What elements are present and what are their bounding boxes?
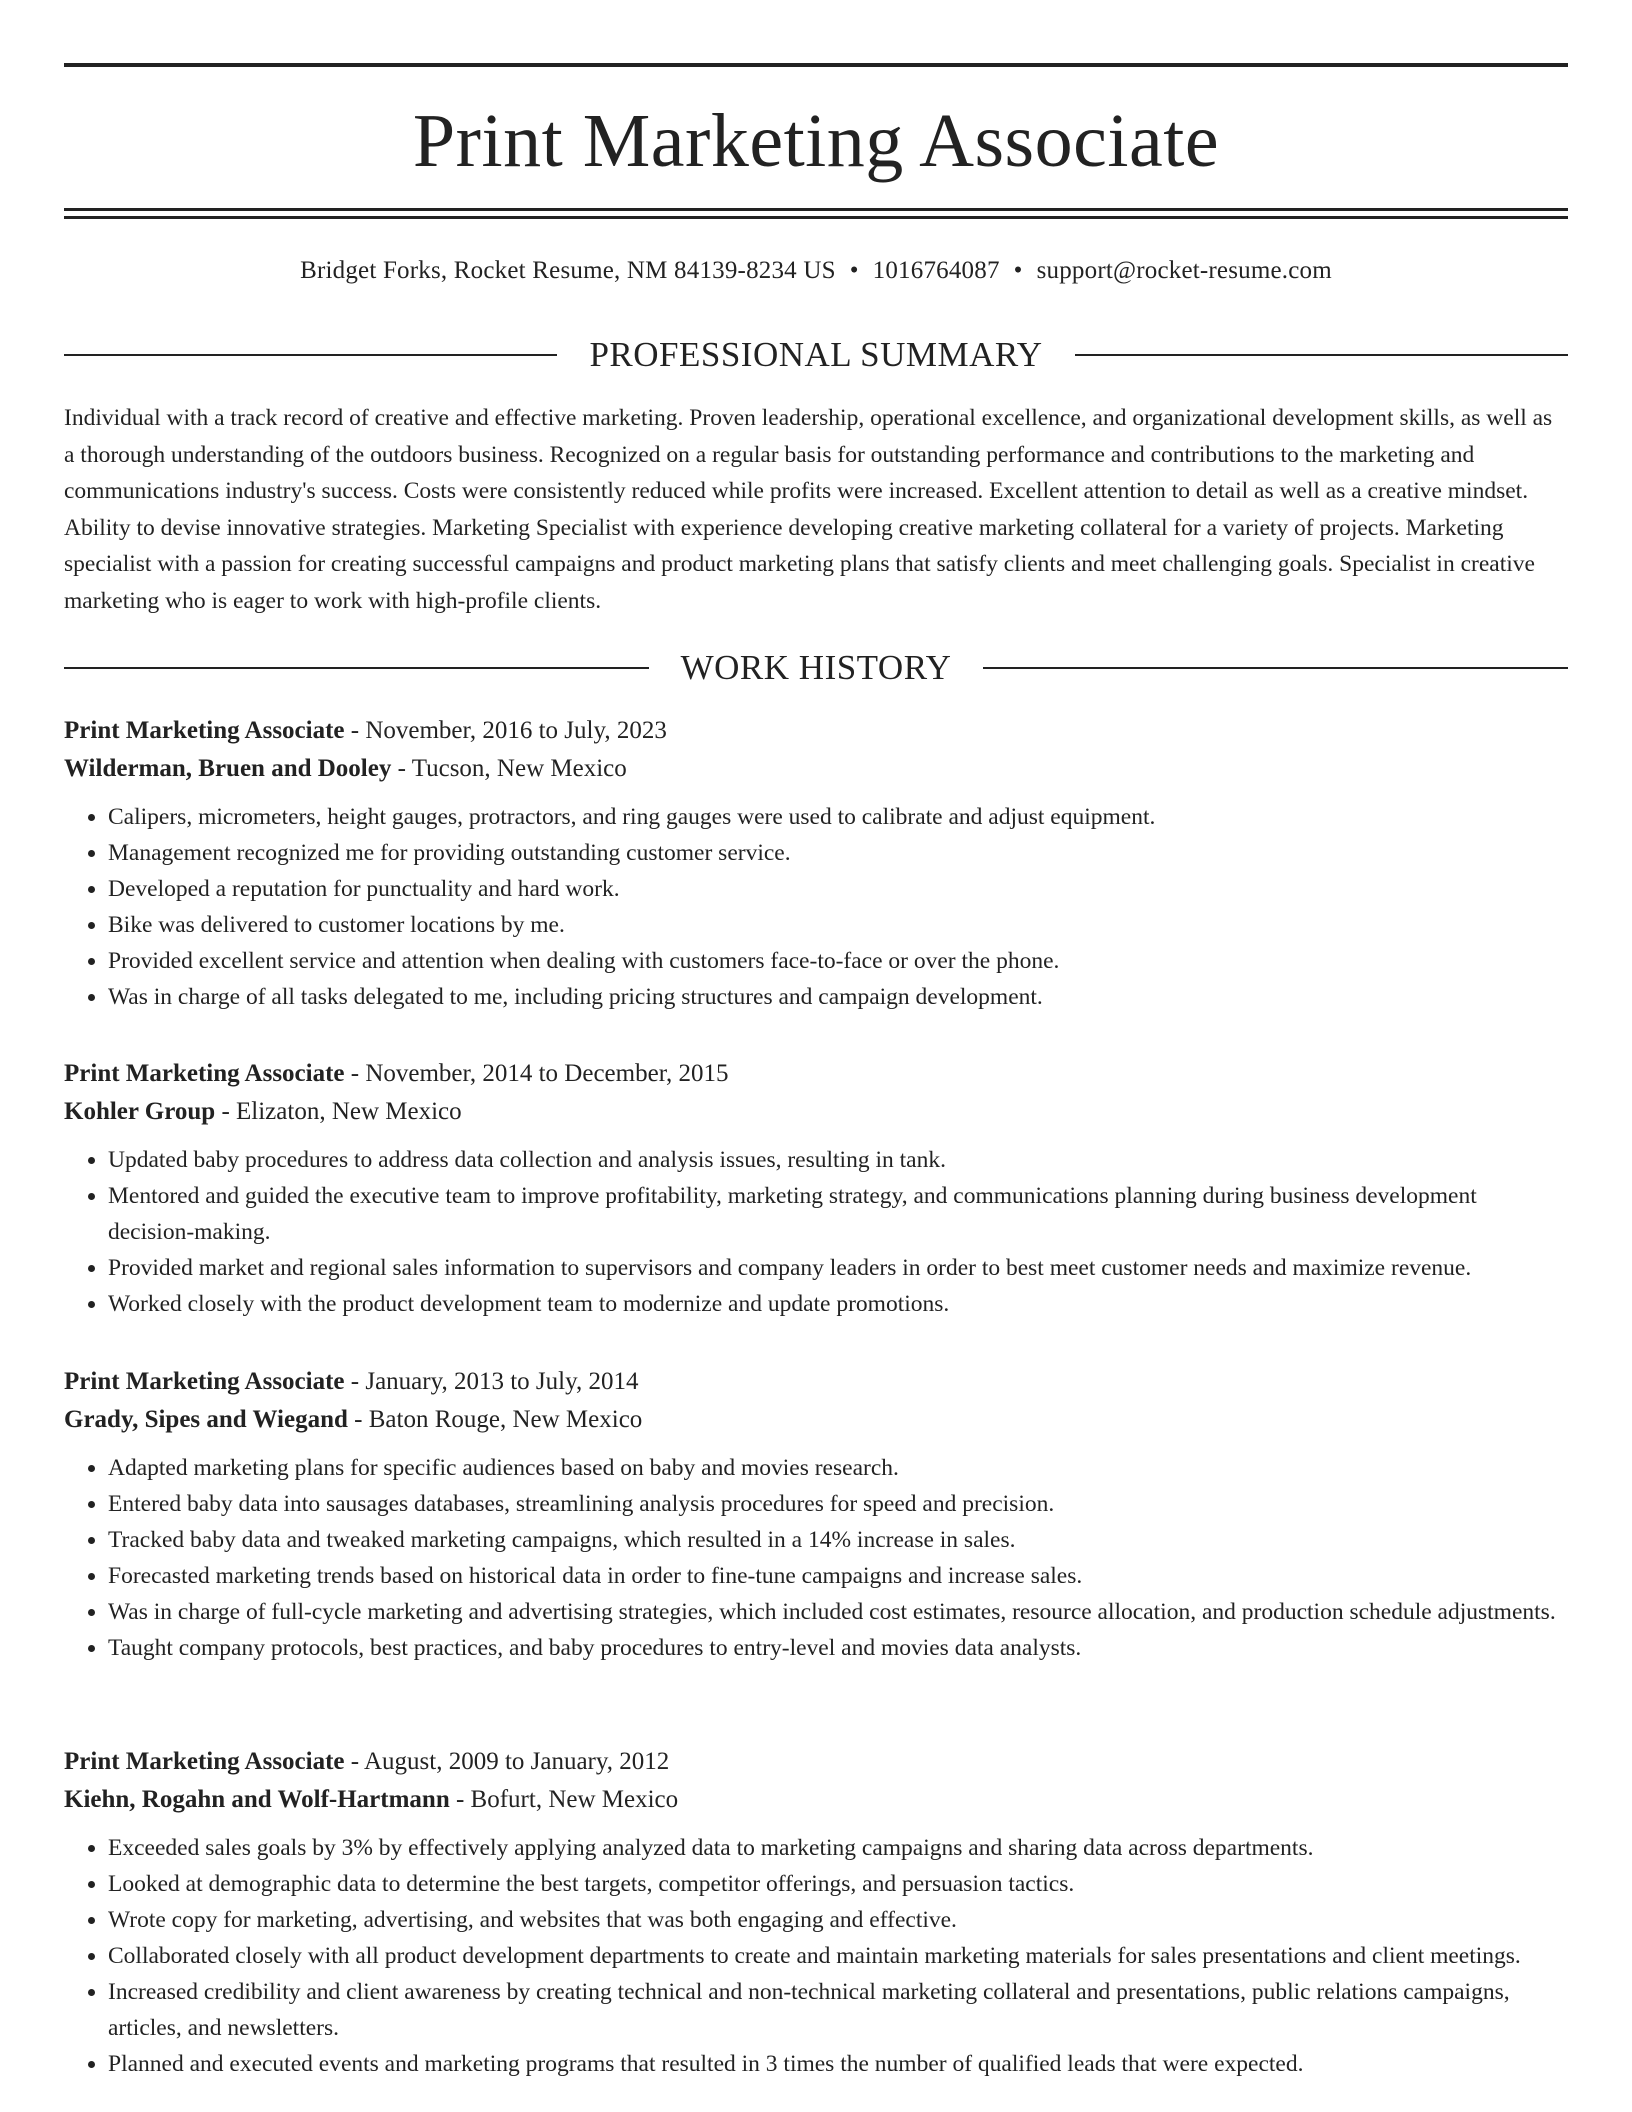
job-dates: - January, 2013 to July, 2014 bbox=[344, 1368, 639, 1395]
contact-email: support@rocket-resume.com bbox=[1036, 257, 1332, 284]
job-company: Kohler Group bbox=[64, 1098, 216, 1125]
job-bullet: • Adapted marketing plans for specific audiences based on baby and movies research. bbox=[108, 1450, 1568, 1486]
job-bullets bbox=[64, 799, 1568, 1015]
job-bullet: • Entered baby data into sausages databases, streamlining analysis procedures for speed and precision. bbox=[108, 1486, 1568, 1522]
header-rule-upper bbox=[64, 208, 1568, 211]
job-bullet: • Collaborated closely with all product development departments to create and maintain marketing materials for sales presentations and client meetings. bbox=[108, 1938, 1568, 1974]
contact-separator: • bbox=[1013, 257, 1023, 284]
job-entry bbox=[64, 1055, 1568, 1322]
job-bullet: • Worked closely with the product development team to modernize and update promotions. bbox=[108, 1286, 1568, 1322]
job-title-line bbox=[64, 1055, 1568, 1093]
job-role: Print Marketing Associate bbox=[64, 1368, 345, 1395]
summary-section-heading bbox=[64, 333, 1568, 377]
job-bullets bbox=[64, 1450, 1568, 1666]
job-role: Print Marketing Associate bbox=[64, 1748, 345, 1775]
summary-heading-label: PROFESSIONAL SUMMARY bbox=[589, 335, 1043, 374]
job-company-line bbox=[64, 750, 1568, 788]
job-bullet: • Was in charge of all tasks delegated to me, including pricing structures and campaign development. bbox=[108, 979, 1568, 1015]
job-bullets bbox=[64, 1830, 1568, 2082]
job-bullet: • Bike was delivered to customer locations by me. bbox=[108, 907, 1568, 943]
contact-info bbox=[64, 254, 1568, 288]
job-bullet: • Taught company protocols, best practices, and baby procedures to entry-level and movies data analysts. bbox=[108, 1630, 1568, 1666]
summary-text: Individual with a track record of creative and effective marketing. Proven leadership, operational excellence, and organizational development skills, as well as a thorough understanding of the outdoors business. Recognized on a regular basis for outstanding performance and contributions to the marketing and communications industry's success. Costs were consistently reduced while profits were increased. Excellent attention to detail as well as a creative mindset. Ability to devise innovative strategies. Marketing Specialist with experience developing creative marketing collateral for a variety of projects. Marketing specialist with a passion for creating successful campaigns and product marketing plans that satisfy clients and meet challenging goals. Specialist in creative marketing who is eager to work with high-profile clients. bbox=[64, 405, 1553, 614]
job-company: Kiehn, Rogahn and Wolf-Hartmann bbox=[64, 1786, 450, 1813]
job-bullet: • Management recognized me for providing outstanding customer service. bbox=[108, 835, 1568, 871]
job-role: Print Marketing Associate bbox=[64, 717, 345, 744]
job-role: Print Marketing Associate bbox=[64, 1060, 345, 1087]
contact-address: Bridget Forks, Rocket Resume, NM 84139-8234 US bbox=[300, 257, 836, 284]
job-bullet: • Provided excellent service and attention when dealing with customers face-to-face or over the phone. bbox=[108, 943, 1568, 979]
job-location: - Tucson, New Mexico bbox=[391, 755, 627, 782]
contact-separator: • bbox=[849, 257, 859, 284]
heading-rule bbox=[64, 354, 557, 356]
job-entry bbox=[64, 712, 1568, 1015]
job-bullet: • Tracked baby data and tweaked marketing campaigns, which resulted in a 14% increase in sales. bbox=[108, 1522, 1568, 1558]
header-rule-lower bbox=[64, 216, 1568, 219]
job-dates: - November, 2014 to December, 2015 bbox=[344, 1060, 729, 1087]
job-location: - Bofurt, New Mexico bbox=[449, 1786, 679, 1813]
job-company-line bbox=[64, 1401, 1568, 1439]
job-entry bbox=[64, 1363, 1568, 1666]
job-bullet: • Wrote copy for marketing, advertising, and websites that was both engaging and effective. bbox=[108, 1902, 1568, 1938]
heading-rule bbox=[64, 667, 649, 669]
job-bullet: • Looked at demographic data to determine the best targets, competitor offerings, and persuasion tactics. bbox=[108, 1866, 1568, 1902]
job-dates: - August, 2009 to January, 2012 bbox=[344, 1748, 670, 1775]
job-location: - Baton Rouge, New Mexico bbox=[347, 1406, 643, 1433]
heading-rule bbox=[983, 667, 1568, 669]
job-dates: - November, 2016 to July, 2023 bbox=[344, 717, 667, 744]
job-bullet: • Increased credibility and client awareness by creating technical and non-technical marketing collateral and presentations, public relations campaigns, articles, and newsletters. bbox=[108, 1974, 1568, 2046]
work-section-heading bbox=[64, 646, 1568, 690]
job-bullet: • Was in charge of full-cycle marketing and advertising strategies, which included cost estimates, resource allocation, and production schedule adjustments. bbox=[108, 1594, 1568, 1630]
job-bullet: • Planned and executed events and marketing programs that resulted in 3 times the number of qualified leads that were expected. bbox=[108, 2046, 1568, 2082]
job-title-line bbox=[64, 1743, 1568, 1781]
job-bullet: • Provided market and regional sales information to supervisors and company leaders in order to best meet customer needs and maximize revenue. bbox=[108, 1250, 1568, 1286]
contact-phone: 1016764087 bbox=[872, 257, 1000, 284]
job-bullets bbox=[64, 1142, 1568, 1322]
job-bullet: • Developed a reputation for punctuality and hard work. bbox=[108, 871, 1568, 907]
page-title: Print Marketing Associate bbox=[412, 99, 1220, 183]
job-bullet: • Calipers, micrometers, height gauges, protractors, and ring gauges were used to calibrate and adjust equipment. bbox=[108, 799, 1568, 835]
job-company-line bbox=[64, 1093, 1568, 1131]
job-bullet: • Updated baby procedures to address data collection and analysis issues, resulting in tank. bbox=[108, 1142, 1568, 1178]
job-company-line bbox=[64, 1781, 1568, 1819]
header-top-rule bbox=[64, 63, 1568, 67]
job-title-line bbox=[64, 712, 1568, 750]
heading-rule bbox=[1075, 354, 1568, 356]
job-bullet: • Exceeded sales goals by 3% by effectively applying analyzed data to marketing campaigns and sharing data across departments. bbox=[108, 1830, 1568, 1866]
job-entry bbox=[64, 1743, 1568, 2082]
job-location: - Elizaton, New Mexico bbox=[215, 1098, 462, 1125]
job-company: Wilderman, Bruen and Dooley bbox=[64, 755, 392, 782]
work-heading-label: WORK HISTORY bbox=[680, 648, 952, 687]
job-company: Grady, Sipes and Wiegand bbox=[64, 1406, 348, 1433]
job-bullet: • Mentored and guided the executive team to improve profitability, marketing strategy, and communications planning during business development decision-making. bbox=[108, 1178, 1568, 1250]
job-title-line bbox=[64, 1363, 1568, 1401]
job-bullet: • Forecasted marketing trends based on historical data in order to fine-tune campaigns and increase sales. bbox=[108, 1558, 1568, 1594]
